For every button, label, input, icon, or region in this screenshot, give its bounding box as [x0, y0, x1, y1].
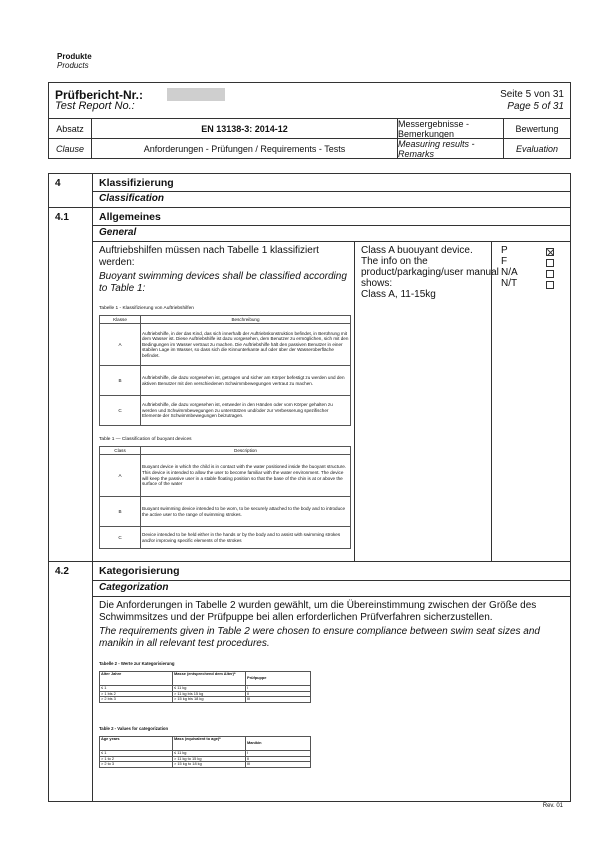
table1-en-desc: Buoyant swimming device intended to be worn, to be securely attached to the body and to introduce the active user to the range of swimming strokes. — [141, 497, 351, 527]
table1-en-head-desc: Description — [141, 447, 351, 455]
verdict-checkboxes — [546, 246, 554, 290]
remark-line: product/parkaging/user manual — [361, 267, 499, 278]
table1-de-head-desc: Beschreibung — [141, 316, 351, 324]
table1-en-class: A — [100, 455, 141, 497]
verdict-p: P — [501, 245, 508, 256]
table1-de-desc: Auftriebshilfe, die dazu vorgesehen ist, entweder in den Händen oder vom Körper gehalten zu werden und Schwimmbewegungen zu unterstützen und/oder zur Verbesserung spezifischer Elemente der Schwimmbewegungen beizutragen. — [141, 396, 351, 426]
table2-en-head-age: Age years — [100, 737, 173, 751]
section-4-2-title-de: Kategorisierung — [99, 565, 180, 577]
checkbox-nt[interactable] — [546, 281, 554, 289]
col-standard: EN 13138-3: 2014-12 — [92, 119, 398, 138]
table2-de-cell: > 2 bis 3 — [100, 697, 173, 703]
table2-en-head-manikin: Manikin — [246, 737, 311, 751]
table2-en-cell: > 11 kg to 15 kg — [173, 756, 246, 762]
table2-de-cell: II — [246, 691, 311, 697]
table1-de-caption: Tabelle 1 - Klassifizierung von Auftriebshilfen — [99, 306, 194, 311]
redacted-report-number — [167, 88, 225, 101]
remark-line: shows: — [361, 278, 393, 289]
table2-de-cell: > 15 kg bis 18 kg — [173, 697, 246, 703]
table1-en-desc: Buoyant device in which the child is in contact with the water positioned inside the buoyant structure. This device is intended to allow the user to become familiar with the water environment. The device will keep the passive user in a stable floating position so that the base of the chin is at or above the surface of the water — [141, 455, 351, 497]
header-produkte: Produkte — [57, 52, 92, 61]
s41-text-de: Auftriebshilfen müssen nach Tabelle 1 klassifiziert werden: — [99, 245, 319, 268]
table2-en-cell: > 15 kg to 18 kg — [173, 762, 246, 768]
table2-de-head-age: Alter Jahre — [100, 672, 173, 686]
section-4-2-number: 4.2 — [55, 566, 69, 577]
table2-en-cell: ≤ 1 — [100, 751, 173, 757]
page-number-en: Page 5 of 31 — [507, 101, 564, 112]
table1-en-caption: Table 1 — Classification of buoyant devices — [99, 437, 192, 442]
section-4-1-title-en: General — [99, 227, 137, 238]
col-remarks: Measuring results - Remarks — [398, 139, 504, 159]
table2-en-caption: Table 2 - Values for categorization — [99, 726, 169, 731]
verdict-labels — [501, 245, 518, 289]
table2-en-head-mass: Mass (equivalent to age)ᵃ — [173, 737, 246, 751]
table2-de-cell: ≤ 11 kg — [173, 686, 246, 692]
col-requirements: Anforderungen - Prüfungen / Requirements - Tests — [92, 139, 398, 159]
table2-de-cell: III — [246, 697, 311, 703]
table1-en-class: C — [100, 527, 141, 549]
report-title-en: Test Report No.: — [55, 100, 135, 112]
table2-de-cell: I — [246, 686, 311, 692]
verdict-na: N/A — [501, 267, 518, 278]
remark-line: Class A buouyant device. — [361, 245, 473, 256]
checkbox-na[interactable] — [546, 270, 554, 278]
col-absatz: Absatz — [49, 119, 92, 138]
checkbox-p-checked[interactable] — [546, 248, 554, 256]
table1-de-desc: Auftriebshilfe, die dazu vorgesehen ist, getragen und sicher am Körper befestigt zu werden und den aktiven Benutzer mit den verschiedenen Schwimmbewegungen vertraut zu machen. — [141, 366, 351, 396]
s42-text-de: Die Anforderungen in Tabelle 2 wurden gewählt, um die Übereinstimmung zwischen der Größe des Schwimmsitzes und der Prüfpuppe bei allen erforderlichen Prüfverfahren sicherzustellen. — [99, 600, 537, 623]
s41-remarks — [361, 245, 499, 300]
section-4-1-title-de: Allgemeines — [99, 211, 161, 223]
col-clause: Clause — [49, 139, 92, 159]
table2-de-caption: Tabelle 2 - Werte zur Kategorisierung — [99, 661, 175, 666]
table2-en-cell: > 1 to 2 — [100, 756, 173, 762]
table2-de-cell: ≤ 1 — [100, 686, 173, 692]
section-4-title-de: Klassifizierung — [99, 177, 174, 189]
table1-en — [99, 446, 351, 549]
table2-de-cell: > 1 bis 2 — [100, 691, 173, 697]
table2-en-cell: > 2 to 3 — [100, 762, 173, 768]
remark-line: Class A, 11-15kg — [361, 289, 436, 300]
checkbox-f[interactable] — [546, 259, 554, 267]
table1-de-class: A — [100, 324, 141, 366]
table2-de-head-manikin: Prüfpuppe — [246, 672, 311, 686]
column-header-row-de — [49, 118, 570, 138]
verdict-nt: N/T — [501, 278, 518, 289]
table1-de — [99, 315, 351, 426]
table2-en-cell: ≤ 11 kg — [173, 751, 246, 757]
header-products: Products — [57, 61, 89, 70]
table1-de-class: C — [100, 396, 141, 426]
table1-de-desc: Auftriebshilfe, in der das Kind, das sich innerhalb der Auftriebskonstruktion befindet, in Berührung mit dem Wasser ist. Diese Auftriebshilfe ist dazu vorgesehen, dem Benutzer zu ermöglichen, sich mit den Bedingungen im Wasser vertraut zu machen. Die Auftriebshilfe hält den passiven Benutzer in einer stabilen Lage im Wasser, so dass sich die Kinnunterkante auf oder über der Wasseroberfläche befindet. — [141, 324, 351, 366]
col-bewertung: Bewertung — [515, 123, 559, 134]
report-title-de: Prüfbericht-Nr.: — [55, 88, 144, 102]
table1-en-desc: Device intended to be held either in the hands or by the body and to assist with swimming strokes and/or improving specific elements of the strokes — [141, 527, 351, 549]
table2-en-cell: I — [246, 751, 311, 757]
report-header — [48, 82, 571, 159]
s41-text-en: Buoyant swimming devices shall be classified according to Table 1: — [99, 271, 347, 294]
table2-en-cell: III — [246, 762, 311, 768]
table1-de-head-class: Klasse — [100, 316, 141, 324]
remark-line: The info on the — [361, 256, 428, 267]
verdict-f: F — [501, 256, 508, 267]
col-mess: Messergebnisse - Bemerkungen — [398, 119, 504, 138]
revision-label: Rev. 01 — [542, 803, 563, 809]
table2-de-cell: > 11 kg bis 15 kg — [173, 691, 246, 697]
section-4-number: 4 — [55, 178, 61, 189]
table1-de-class: B — [100, 366, 141, 396]
s42-text-en: The requirements given in Table 2 were chosen to ensure compliance between swim seat sizes and manikin in all relevant test procedures. — [99, 626, 540, 649]
section-4-2-title-en: Categorization — [99, 582, 169, 593]
table2-en-cell: II — [246, 756, 311, 762]
section-4-1-number: 4.1 — [55, 212, 69, 223]
section-4-title-en: Classification — [99, 193, 165, 204]
table2-en — [99, 736, 311, 768]
table1-en-head-class: Class — [100, 447, 141, 455]
page-number-de: Seite 5 von 31 — [500, 89, 564, 100]
col-evaluation: Evaluation — [515, 144, 559, 154]
column-header-row-en — [49, 138, 570, 159]
report-body — [48, 173, 571, 802]
table1-en-class: B — [100, 497, 141, 527]
table2-de — [99, 671, 311, 703]
table2-de-head-mass: Masse (entsprechend dem Alter)ᵃ — [173, 672, 246, 686]
